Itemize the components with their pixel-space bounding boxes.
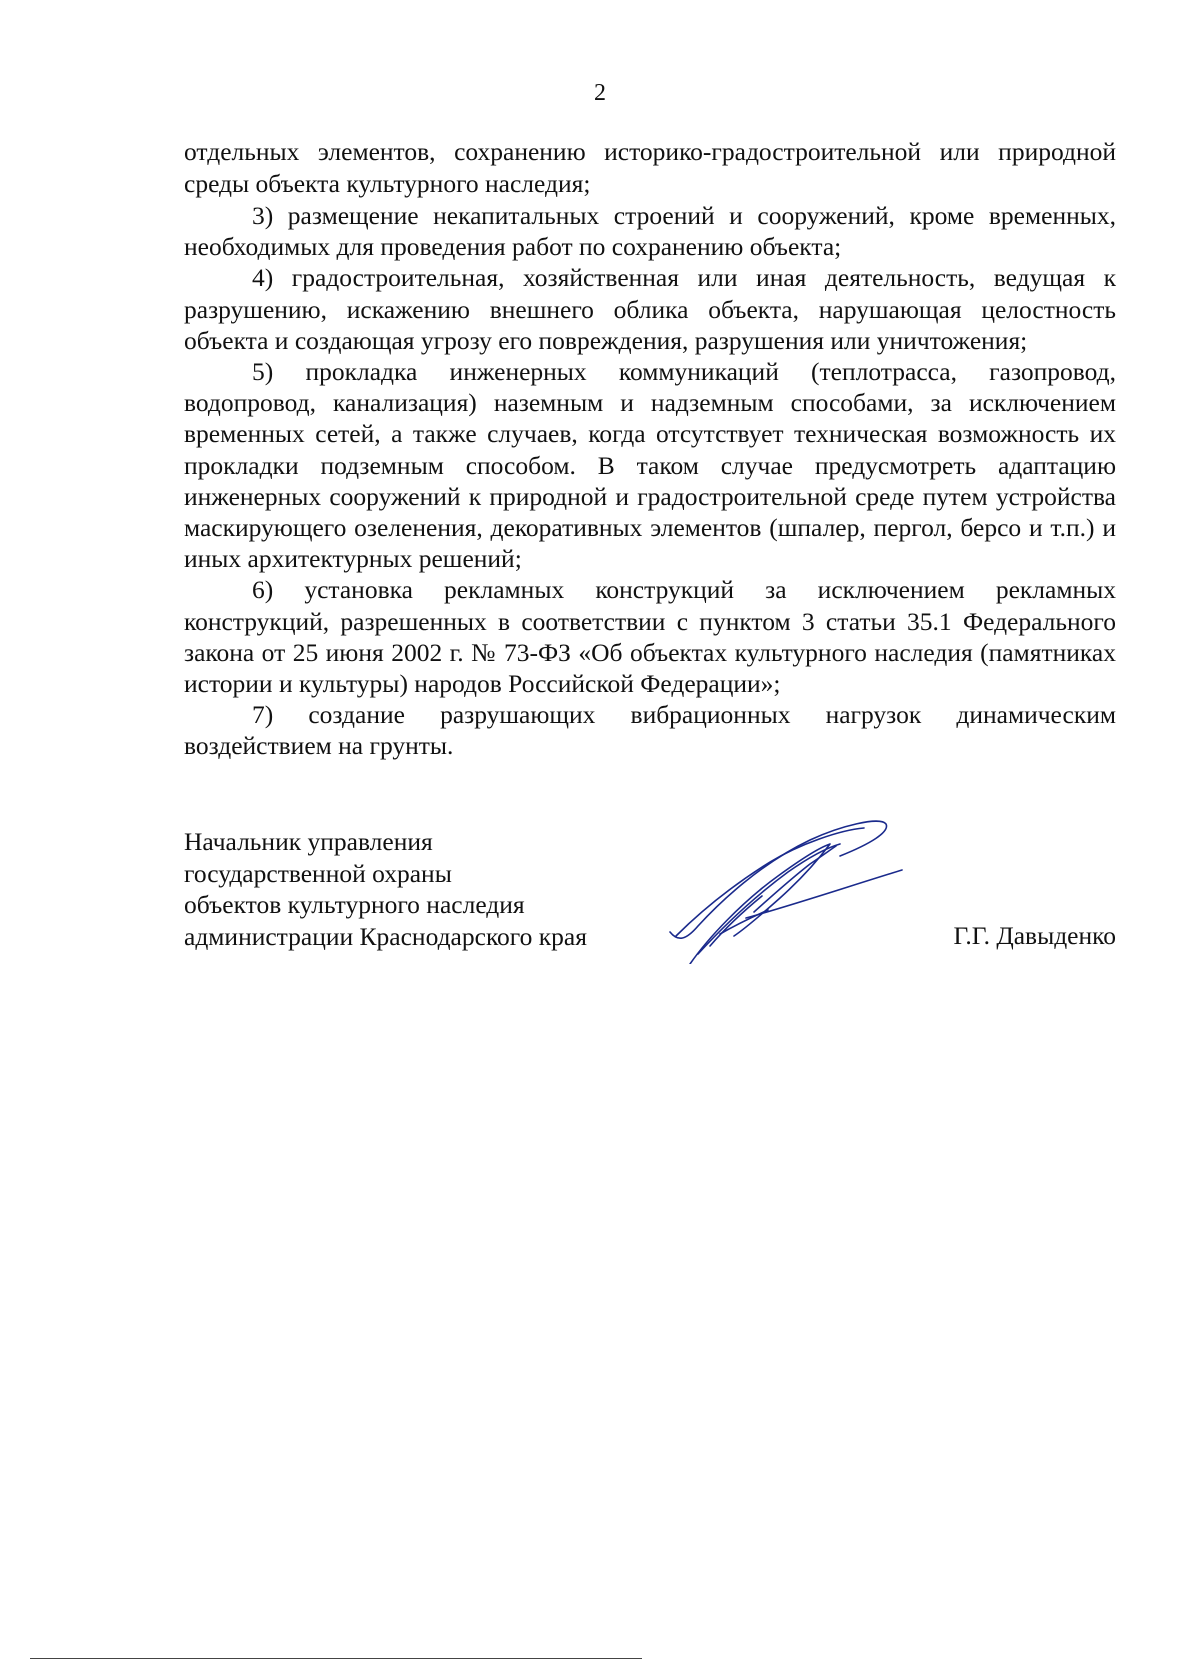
paragraph-item-4: 4) градостроительная, хозяйственная или иная деятельность, ведущая к разрушению, искажению внешнего облика объекта, нарушающая целостность объекта и создающая угрозу его повреждения, разрушения или уничтожения;: [184, 263, 1116, 355]
signature-block: [184, 826, 1116, 986]
bottom-rule: [30, 1658, 642, 1659]
paragraph-item-7: 7) создание разрушающих вибрационных нагрузок динамическим воздействием на грунты.: [184, 700, 1116, 761]
position-line: администрации Краснодарского края: [184, 921, 587, 951]
paragraph-item-5: 5) прокладка инженерных коммуникаций (теплотрасса, газопровод, водопровод, канализация) наземным и надземным способами, за исключением временных сетей, а также случаев, когда отсутствует техническая возможность их прокладки подземным способом. В таком случае предусмотреть адаптацию инженерных сооружений к природной и градостроительной среде путем устройства маскирующего озеленения, декоративных элементов (шпалер, пергол, берсо и т.п.) и иных архитектурных решений;: [184, 357, 1116, 574]
position-line: объектов культурного наследия: [184, 890, 525, 919]
position-line: государственной охраны: [184, 858, 452, 888]
document-body: [184, 136, 1116, 762]
signatory-position: [184, 826, 587, 952]
paragraph-continuation: отдельных элементов, сохранению историко-градостроительной или природной среды объекта культурного наследия;: [184, 137, 1116, 198]
signatory-name: Г.Г. Давыденко: [953, 921, 1116, 950]
handwritten-signature: [650, 814, 920, 964]
position-line: Начальник управления: [184, 827, 433, 856]
page-number: 2: [594, 80, 606, 106]
paragraph-item-6: 6) установка рекламных конструкций за исключением рекламных конструкций, разрешенных в соответствии с пунктом 3 статьи 35.1 Федерального закона от 25 июня 2002 г. № 73-ФЗ «Об объектах культурного наследия (памятниках истории и культуры) народов Российской Федерации»;: [184, 575, 1116, 699]
paragraph-item-3: 3) размещение некапитальных строений и сооружений, кроме временных, необходимых для проведения работ по сохранению объекта;: [184, 201, 1116, 262]
